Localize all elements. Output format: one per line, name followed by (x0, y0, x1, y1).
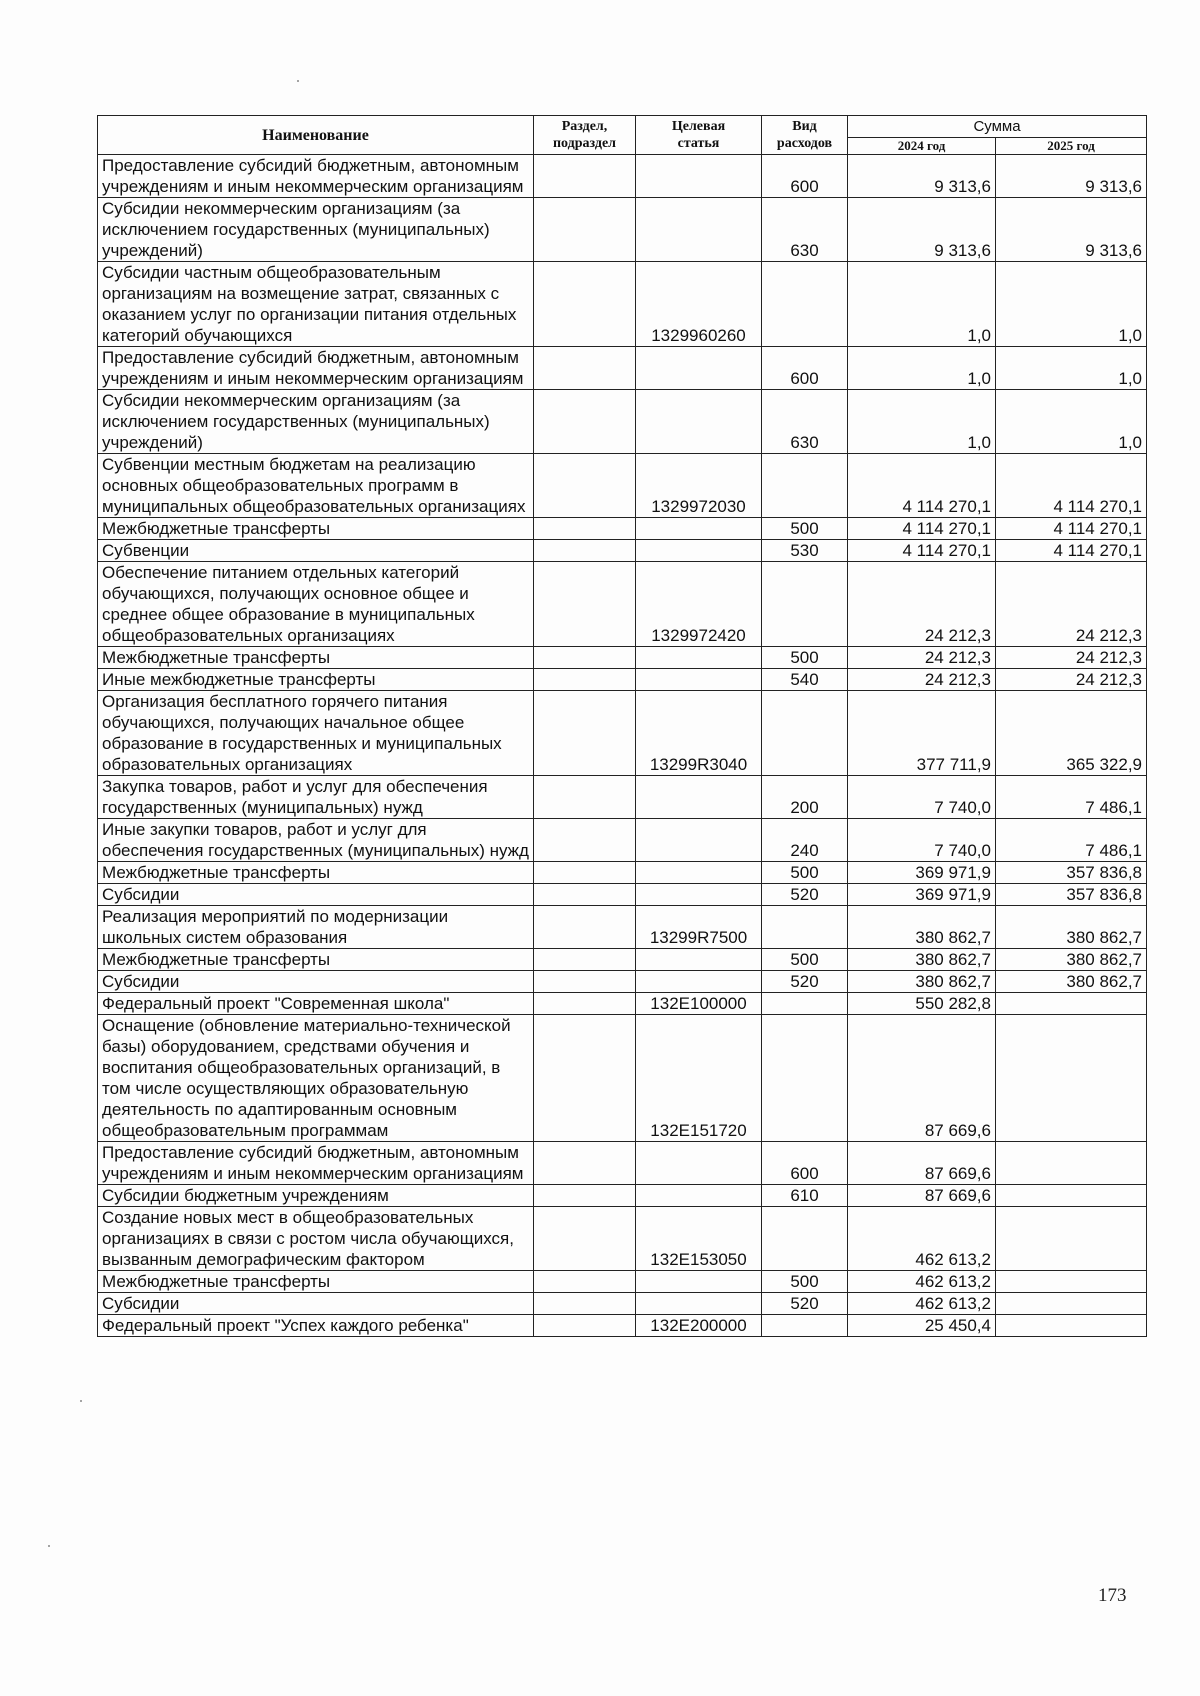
cell-target: 132E100000 (636, 993, 762, 1015)
table-row (98, 971, 1147, 993)
cell-y2025: 24 212,3 (996, 669, 1147, 691)
page-number: 173 (1098, 1585, 1127, 1606)
cell-y2024: 1,0 (848, 390, 996, 454)
table-row (98, 155, 1147, 198)
table-row (98, 262, 1147, 347)
cell-kind: 630 (762, 198, 848, 262)
cell-section (534, 1207, 636, 1271)
cell-name: Субсидии бюджетным учреждениям (98, 1185, 534, 1207)
cell-section (534, 884, 636, 906)
cell-y2024: 462 613,2 (848, 1271, 996, 1293)
table-row (98, 1142, 1147, 1185)
scan-speck (297, 80, 299, 82)
cell-y2024: 87 669,6 (848, 1015, 996, 1142)
cell-name: Реализация мероприятий по модернизации школьных систем образования (98, 906, 534, 949)
cell-kind: 520 (762, 884, 848, 906)
cell-y2025: 4 114 270,1 (996, 454, 1147, 518)
cell-kind: 500 (762, 1271, 848, 1293)
cell-section (534, 971, 636, 993)
cell-y2024: 7 740,0 (848, 776, 996, 819)
cell-y2025: 357 836,8 (996, 862, 1147, 884)
cell-section (534, 691, 636, 776)
cell-kind: 530 (762, 540, 848, 562)
cell-y2025: 1,0 (996, 347, 1147, 390)
cell-y2025: 24 212,3 (996, 562, 1147, 647)
cell-y2024: 550 282,8 (848, 993, 996, 1015)
cell-y2025: 7 486,1 (996, 819, 1147, 862)
table-body (98, 155, 1147, 1337)
table-row (98, 1207, 1147, 1271)
cell-kind (762, 1315, 848, 1337)
cell-target: 13299R7500 (636, 906, 762, 949)
cell-kind: 500 (762, 862, 848, 884)
cell-y2024: 4 114 270,1 (848, 518, 996, 540)
cell-name: Иные закупки товаров, работ и услуг для обеспечения государственных (муниципальных) нужд (98, 819, 534, 862)
cell-section (534, 819, 636, 862)
cell-y2024: 380 862,7 (848, 906, 996, 949)
cell-name: Предоставление субсидий бюджетным, автономным учреждениям и иным некоммерческим организациям (98, 347, 534, 390)
table-row (98, 1185, 1147, 1207)
cell-target (636, 1142, 762, 1185)
table-row (98, 1293, 1147, 1315)
cell-y2025 (996, 1271, 1147, 1293)
table-row (98, 949, 1147, 971)
cell-target (636, 1293, 762, 1315)
cell-y2024: 377 711,9 (848, 691, 996, 776)
cell-section (534, 949, 636, 971)
cell-kind (762, 691, 848, 776)
cell-kind: 520 (762, 971, 848, 993)
cell-y2024: 380 862,7 (848, 971, 996, 993)
cell-y2024: 462 613,2 (848, 1293, 996, 1315)
cell-kind (762, 1015, 848, 1142)
cell-y2025: 365 322,9 (996, 691, 1147, 776)
cell-y2025 (996, 1015, 1147, 1142)
cell-y2025: 1,0 (996, 390, 1147, 454)
cell-target (636, 971, 762, 993)
table-row (98, 669, 1147, 691)
table-row (98, 390, 1147, 454)
cell-section (534, 906, 636, 949)
cell-kind (762, 1207, 848, 1271)
cell-name: Межбюджетные трансферты (98, 647, 534, 669)
cell-name: Субсидии (98, 1293, 534, 1315)
cell-name: Предоставление субсидий бюджетным, автономным учреждениям и иным некоммерческим организациям (98, 155, 534, 198)
header-year-2024: 2024 год (848, 138, 996, 155)
cell-target (636, 1185, 762, 1207)
table-header (98, 116, 1147, 155)
cell-target (636, 776, 762, 819)
table-row (98, 347, 1147, 390)
cell-target (636, 949, 762, 971)
cell-target (636, 884, 762, 906)
cell-name: Федеральный проект "Успех каждого ребенка" (98, 1315, 534, 1337)
cell-kind: 600 (762, 1142, 848, 1185)
table-row (98, 906, 1147, 949)
cell-kind: 500 (762, 647, 848, 669)
cell-name: Организация бесплатного горячего питания обучающихся, получающих начальное общее образование в государственных и муниципальных образовательных организациях (98, 691, 534, 776)
cell-name: Субсидии (98, 884, 534, 906)
cell-kind: 540 (762, 669, 848, 691)
cell-y2024: 1,0 (848, 347, 996, 390)
cell-section (534, 198, 636, 262)
cell-kind: 500 (762, 949, 848, 971)
cell-name: Межбюджетные трансферты (98, 518, 534, 540)
cell-section (534, 647, 636, 669)
table-row (98, 562, 1147, 647)
header-name: Наименование (98, 116, 534, 155)
cell-target (636, 669, 762, 691)
cell-kind (762, 562, 848, 647)
cell-target (636, 390, 762, 454)
table-row (98, 647, 1147, 669)
cell-y2024: 462 613,2 (848, 1207, 996, 1271)
table-row (98, 819, 1147, 862)
cell-y2025: 380 862,7 (996, 949, 1147, 971)
cell-target (636, 198, 762, 262)
cell-target: 1329972030 (636, 454, 762, 518)
cell-y2024: 4 114 270,1 (848, 454, 996, 518)
cell-y2025 (996, 1293, 1147, 1315)
cell-section (534, 1271, 636, 1293)
cell-y2024: 25 450,4 (848, 1315, 996, 1337)
cell-kind (762, 454, 848, 518)
cell-target (636, 518, 762, 540)
scan-speck (48, 1545, 50, 1547)
cell-section (534, 562, 636, 647)
cell-y2025: 1,0 (996, 262, 1147, 347)
header-kind: Вид расходов (762, 116, 848, 155)
cell-target: 1329960260 (636, 262, 762, 347)
cell-y2025 (996, 1207, 1147, 1271)
table-row (98, 776, 1147, 819)
cell-name: Субсидии некоммерческим организациям (за исключением государственных (муниципальных) учреждений) (98, 198, 534, 262)
cell-target: 132E151720 (636, 1015, 762, 1142)
cell-target: 132E200000 (636, 1315, 762, 1337)
cell-section (534, 347, 636, 390)
cell-target (636, 540, 762, 562)
cell-y2025: 357 836,8 (996, 884, 1147, 906)
cell-kind: 500 (762, 518, 848, 540)
cell-y2025 (996, 993, 1147, 1015)
cell-section (534, 1015, 636, 1142)
table-row (98, 1015, 1147, 1142)
cell-y2024: 9 313,6 (848, 155, 996, 198)
cell-kind (762, 906, 848, 949)
cell-section (534, 993, 636, 1015)
cell-name: Межбюджетные трансферты (98, 862, 534, 884)
header-target: Целевая статья (636, 116, 762, 155)
table-row (98, 454, 1147, 518)
cell-y2024: 87 669,6 (848, 1185, 996, 1207)
cell-section (534, 155, 636, 198)
cell-kind: 600 (762, 155, 848, 198)
cell-kind: 630 (762, 390, 848, 454)
cell-target (636, 155, 762, 198)
table-row (98, 862, 1147, 884)
cell-name: Субсидии некоммерческим организациям (за исключением государственных (муниципальных) учреждений) (98, 390, 534, 454)
cell-section (534, 390, 636, 454)
table-row (98, 691, 1147, 776)
cell-name: Субсидии (98, 971, 534, 993)
cell-kind: 200 (762, 776, 848, 819)
cell-kind: 600 (762, 347, 848, 390)
table-row (98, 540, 1147, 562)
cell-y2025: 9 313,6 (996, 155, 1147, 198)
cell-y2025: 380 862,7 (996, 906, 1147, 949)
cell-target: 13299R3040 (636, 691, 762, 776)
cell-kind: 520 (762, 1293, 848, 1315)
cell-section (534, 262, 636, 347)
table-row (98, 198, 1147, 262)
cell-target (636, 647, 762, 669)
budget-table (97, 115, 1147, 1337)
table-row (98, 993, 1147, 1015)
cell-y2024: 24 212,3 (848, 647, 996, 669)
cell-target (636, 819, 762, 862)
cell-y2025: 9 313,6 (996, 198, 1147, 262)
cell-y2025: 7 486,1 (996, 776, 1147, 819)
header-year-2025: 2025 год (996, 138, 1147, 155)
cell-name: Межбюджетные трансферты (98, 1271, 534, 1293)
cell-section (534, 1315, 636, 1337)
cell-y2025: 380 862,7 (996, 971, 1147, 993)
cell-y2025 (996, 1142, 1147, 1185)
table-row (98, 518, 1147, 540)
table-row (98, 1271, 1147, 1293)
cell-y2024: 9 313,6 (848, 198, 996, 262)
cell-section (534, 454, 636, 518)
table-row (98, 884, 1147, 906)
cell-section (534, 776, 636, 819)
cell-y2024: 7 740,0 (848, 819, 996, 862)
cell-y2024: 4 114 270,1 (848, 540, 996, 562)
cell-kind (762, 993, 848, 1015)
cell-section (534, 1293, 636, 1315)
cell-name: Закупка товаров, работ и услуг для обеспечения государственных (муниципальных) нужд (98, 776, 534, 819)
cell-section (534, 1185, 636, 1207)
cell-name: Субвенции (98, 540, 534, 562)
cell-y2024: 369 971,9 (848, 862, 996, 884)
cell-name: Предоставление субсидий бюджетным, автономным учреждениям и иным некоммерческим организациям (98, 1142, 534, 1185)
cell-section (534, 669, 636, 691)
cell-y2024: 380 862,7 (848, 949, 996, 971)
cell-target: 132E153050 (636, 1207, 762, 1271)
table-row (98, 1315, 1147, 1337)
cell-y2024: 1,0 (848, 262, 996, 347)
cell-y2024: 24 212,3 (848, 669, 996, 691)
cell-section (534, 540, 636, 562)
cell-section (534, 1142, 636, 1185)
cell-target (636, 1271, 762, 1293)
cell-name: Создание новых мест в общеобразовательных организациях в связи с ростом числа обучающихся, вызванным демографическим фактором (98, 1207, 534, 1271)
cell-name: Иные межбюджетные трансферты (98, 669, 534, 691)
cell-name: Межбюджетные трансферты (98, 949, 534, 971)
cell-y2025 (996, 1315, 1147, 1337)
cell-y2024: 369 971,9 (848, 884, 996, 906)
cell-name: Федеральный проект "Современная школа" (98, 993, 534, 1015)
cell-y2024: 24 212,3 (848, 562, 996, 647)
cell-target (636, 347, 762, 390)
cell-y2025: 4 114 270,1 (996, 540, 1147, 562)
header-summa: Сумма (848, 116, 1147, 138)
cell-y2025: 24 212,3 (996, 647, 1147, 669)
cell-kind (762, 262, 848, 347)
cell-y2025: 4 114 270,1 (996, 518, 1147, 540)
cell-name: Субсидии частным общеобразовательным организациям на возмещение затрат, связанных с оказанием услуг по организации питания отдельных категорий обучающихся (98, 262, 534, 347)
cell-target: 1329972420 (636, 562, 762, 647)
cell-name: Оснащение (обновление материально-технической базы) оборудованием, средствами обучения и воспитания общеобразовательных организаций, в том числе осуществляющих образовательную деятельность по адаптированным основным общеобразовательным программам (98, 1015, 534, 1142)
cell-y2025 (996, 1185, 1147, 1207)
header-section: Раздел, подраздел (534, 116, 636, 155)
cell-section (534, 862, 636, 884)
cell-target (636, 862, 762, 884)
cell-kind: 610 (762, 1185, 848, 1207)
cell-name: Обеспечение питанием отдельных категорий обучающихся, получающих основное общее и среднее общее образование в муниципальных общеобразовательных организациях (98, 562, 534, 647)
scan-speck (80, 1400, 82, 1402)
cell-name: Субвенции местным бюджетам на реализацию основных общеобразовательных программ в муниципальных общеобразовательных организациях (98, 454, 534, 518)
cell-section (534, 518, 636, 540)
cell-kind: 240 (762, 819, 848, 862)
cell-y2024: 87 669,6 (848, 1142, 996, 1185)
